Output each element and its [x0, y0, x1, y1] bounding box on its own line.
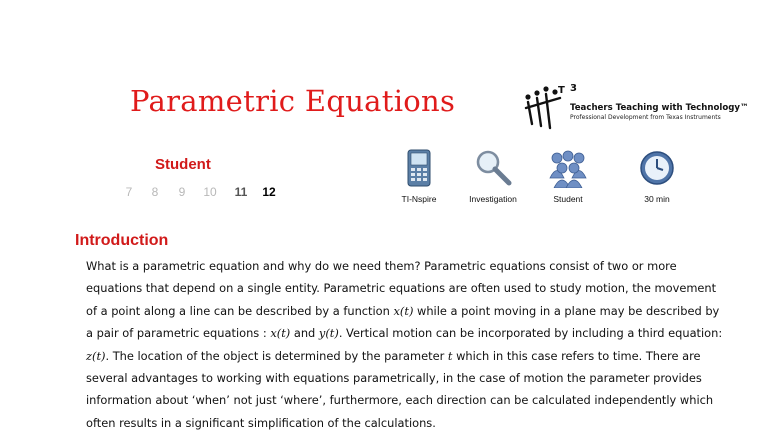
year-level: 7: [125, 185, 133, 199]
t3-superscript: 3: [570, 83, 577, 94]
meta-investigation: [453, 148, 533, 204]
math-expression: y(t): [318, 326, 339, 341]
magnifier-icon: [473, 148, 513, 188]
meta-label: Investigation: [469, 194, 517, 204]
intro-paragraph: [86, 255, 726, 434]
meta-label: Student: [553, 194, 583, 204]
page-title: Parametric Equations: [130, 84, 456, 118]
meta-student: [528, 148, 608, 204]
year-level: 11: [234, 185, 248, 199]
calculator-icon: [399, 148, 439, 188]
meta-tinspire: [379, 148, 459, 204]
svg-text:T: T: [558, 85, 565, 96]
meta-duration: [617, 148, 697, 204]
year-level: 8: [151, 185, 159, 199]
meta-label: 30 min: [644, 194, 670, 204]
text-run: What is a parametric equation and why do we need them? Parametric equations consist of two or more equations that depend on a single entity. Parametric equations are often used to study motion, the movement of a point along a line can be described by a function: [86, 259, 717, 318]
year-levels: [116, 185, 280, 199]
year-level: 10: [203, 185, 217, 199]
section-heading: Introduction: [75, 232, 169, 249]
logo-tagline: Teachers Teaching with Technology™: [570, 103, 749, 113]
text-run: which in this case refers to time. There are several advantages to working with equations parametrically, in the case of motion the parameter provides information about ‘when’ not just ‘where’, furthermore, each direction can be calculated independently which often results in a significant simplification of the calculations.: [86, 348, 714, 430]
people-icon: [548, 148, 588, 188]
year-level: 12: [262, 185, 276, 199]
year-level: 9: [178, 185, 186, 199]
t3-logo: [522, 83, 749, 134]
logo-subtitle: Professional Development from Texas Instruments: [570, 114, 721, 121]
math-expression: z(t): [86, 348, 106, 363]
t3-logo-icon: [522, 84, 566, 130]
math-expression: x(t): [393, 303, 414, 318]
text-run: and: [293, 326, 316, 341]
math-expression: t: [447, 348, 453, 363]
clock-icon: [637, 148, 677, 188]
text-run: . The location of the object is determined by the parameter: [105, 348, 448, 363]
audience-label: Student: [155, 156, 211, 173]
text-run: while a point moving in a plane may be described by a pair of parametric equations :: [86, 303, 720, 341]
math-expression: x(t): [270, 326, 291, 341]
meta-label: TI-Nspire: [401, 194, 437, 204]
text-run: . Vertical motion can be incorporated by including a third equation:: [338, 326, 723, 341]
